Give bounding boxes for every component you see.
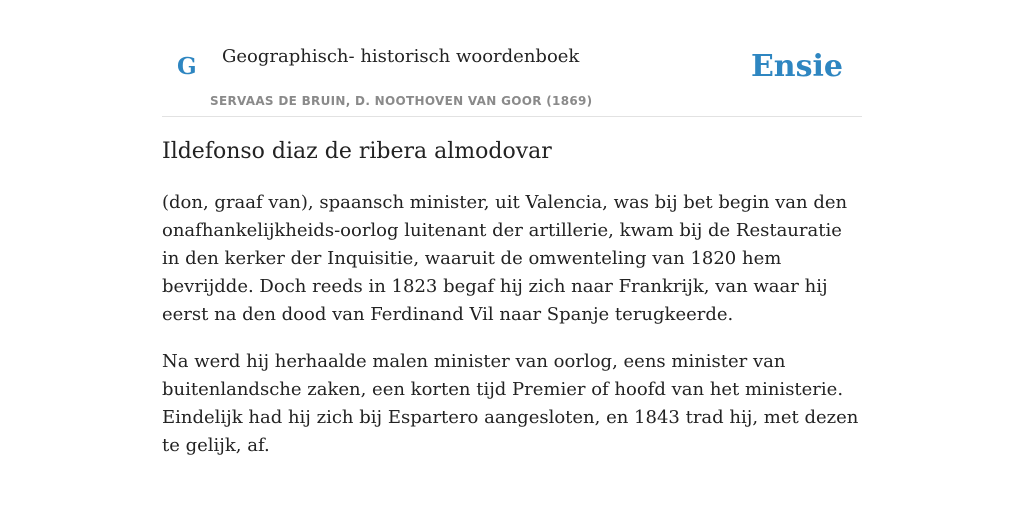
book-title[interactable]: Geographisch- historisch woordenboek [222,46,580,67]
page-header [162,0,862,117]
entry-paragraph-1: (don, graaf van), spaansch minister, uit Valencia, was bij bet begin van den onafhankelijkheids-oorlog luitenant der artillerie, kwam bij de Restauratie in den kerker der Inquisitie, waaruit de omwenteling van 1820 hem bevrijdde. Doch reeds in 1823 begaf hij zich naar Frankrijk, van waar hij eerst na den dood van Ferdinand Vil naar Spanje terugkeerde. [162,191,848,325]
entry-content [162,138,862,479]
brand-logo-link[interactable]: Ensie [750,49,843,84]
entry-paragraph-2: Na werd hij herhaalde malen minister van oorlog, eens minister van buitenlandsche zaken, een korten tijd Premier of hoofd van het ministerie. Eindelijk had hij zich bij Espartero aangesloten, en 1843 trad hij, met dezen te gelijk, af. [162,350,859,456]
book-author: SERVAAS DE BRUIN, D. NOOTHOVEN VAN GOOR (1869) [210,94,593,108]
entry-title: Ildefonso diaz de ribera almodovar [162,139,552,164]
book-logo-letter[interactable]: G [177,53,197,80]
